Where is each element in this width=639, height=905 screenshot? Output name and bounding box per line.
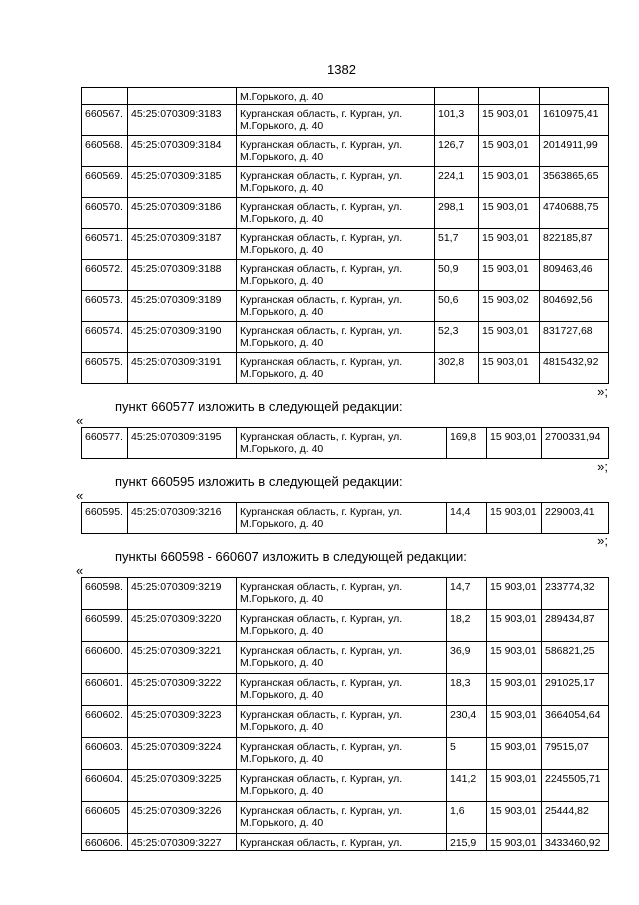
item-number-cell [82,88,128,105]
item-number-cell: 660606. [82,834,128,851]
property-table-4 [81,577,609,851]
area-cell: 215,9 [447,834,487,851]
cadastral-value-cell: 2014911,99 [540,136,609,167]
cadastral-number-cell: 45:25:070309:3195 [128,428,237,459]
table-row [82,738,609,770]
item-number-cell: 660605 [82,802,128,834]
unit-value-cell: 15 903,01 [487,642,542,674]
cadastral-value-cell: 831727,68 [540,322,609,353]
address-cell: Курганская область, г. Курган, ул. М.Горького, д. 40 [237,353,435,384]
table-row [82,642,609,674]
opening-quote: « [76,563,84,578]
table-row [82,802,609,834]
area-cell: 51,7 [435,229,479,260]
item-number-cell: 660603. [82,738,128,770]
cadastral-value-cell: 79515,07 [542,738,609,770]
opening-quote: « [76,413,84,428]
area-cell [435,88,479,105]
area-cell: 230,4 [447,706,487,738]
item-number-cell: 660573. [82,291,128,322]
cadastral-value-cell [540,88,609,105]
table-row [82,260,609,291]
address-cell: Курганская область, г. Курган, ул. М.Горького, д. 40 [237,642,447,674]
cadastral-value-cell: 25444,82 [542,802,609,834]
address-cell: Курганская область, г. Курган, ул. М.Горького, д. 40 [237,802,447,834]
item-number-cell: 660601. [82,674,128,706]
unit-value-cell: 15 903,01 [487,578,542,610]
area-cell: 302,8 [435,353,479,384]
area-cell: 52,3 [435,322,479,353]
cadastral-value-cell: 2245505,71 [542,770,609,802]
unit-value-cell: 15 903,01 [487,738,542,770]
area-cell: 1,6 [447,802,487,834]
item-number-cell: 660604. [82,770,128,802]
address-cell: Курганская область, г. Курган, ул. М.Горького, д. 40 [237,136,435,167]
area-cell: 169,8 [447,428,487,459]
table-row [82,198,609,229]
table-row [82,167,609,198]
unit-value-cell: 15 903,01 [479,198,540,229]
address-cell: Курганская область, г. Курган, ул. М.Горького, д. 40 [237,322,435,353]
item-number-cell: 660598. [82,578,128,610]
address-cell: Курганская область, г. Курган, ул. М.Горького, д. 40 [237,578,447,610]
address-cell: Курганская область, г. Курган, ул. М.Горького, д. 40 [237,105,435,136]
item-number-cell: 660568. [82,136,128,167]
address-cell: Курганская область, г. Курган, ул. М.Горького, д. 40 [237,167,435,198]
opening-quote: « [76,488,84,503]
amendment-paragraph: пункты 660598 - 660607 изложить в следующей редакции: [115,549,467,564]
unit-value-cell: 15 903,01 [479,136,540,167]
item-number-cell: 660575. [82,353,128,384]
cadastral-number-cell: 45:25:070309:3223 [128,706,237,738]
table-row [82,105,609,136]
cadastral-value-cell: 4815432,92 [540,353,609,384]
cadastral-number-cell: 45:25:070309:3222 [128,674,237,706]
property-table-1 [81,87,609,384]
cadastral-number-cell: 45:25:070309:3224 [128,738,237,770]
area-cell: 36,9 [447,642,487,674]
table-row [82,428,609,459]
area-cell: 298,1 [435,198,479,229]
unit-value-cell: 15 903,01 [479,105,540,136]
unit-value-cell: 15 903,01 [479,229,540,260]
unit-value-cell: 15 903,02 [479,291,540,322]
cadastral-number-cell: 45:25:070309:3220 [128,610,237,642]
amendment-paragraph: пункт 660595 изложить в следующей редакции: [115,474,403,489]
cadastral-value-cell: 3664054,64 [542,706,609,738]
area-cell: 50,6 [435,291,479,322]
item-number-cell: 660574. [82,322,128,353]
address-cell: Курганская область, г. Курган, ул. М.Горького, д. 40 [237,260,435,291]
cadastral-value-cell: 3433460,92 [542,834,609,851]
cadastral-value-cell: 2700331,94 [542,428,609,459]
cadastral-value-cell: 291025,17 [542,674,609,706]
cadastral-value-cell: 229003,41 [542,503,609,534]
property-table-2 [81,427,609,459]
item-number-cell: 660571. [82,229,128,260]
address-cell: Курганская область, г. Курган, ул. М.Горького, д. 40 [237,198,435,229]
table-row [82,610,609,642]
table-row [82,322,609,353]
cadastral-number-cell: 45:25:070309:3221 [128,642,237,674]
cadastral-value-cell: 809463,46 [540,260,609,291]
unit-value-cell: 15 903,01 [487,610,542,642]
area-cell: 50,9 [435,260,479,291]
cadastral-number-cell: 45:25:070309:3191 [128,353,237,384]
cadastral-value-cell: 804692,56 [540,291,609,322]
item-number-cell: 660569. [82,167,128,198]
cadastral-value-cell: 289434,87 [542,610,609,642]
cadastral-number-cell: 45:25:070309:3219 [128,578,237,610]
table-row [82,353,609,384]
table-row [82,229,609,260]
cadastral-number-cell: 45:25:070309:3183 [128,105,237,136]
closing-quote: »; [597,384,608,399]
cadastral-value-cell: 3563865,65 [540,167,609,198]
table-row [82,503,609,534]
cadastral-number-cell: 45:25:070309:3190 [128,322,237,353]
unit-value-cell: 15 903,01 [479,167,540,198]
unit-value-cell: 15 903,01 [487,674,542,706]
address-cell: Курганская область, г. Курган, ул. М.Горького, д. 40 [237,291,435,322]
address-cell: Курганская область, г. Курган, ул. М.Горького, д. 40 [237,428,447,459]
cadastral-number-cell [128,88,237,105]
item-number-cell: 660602. [82,706,128,738]
unit-value-cell: 15 903,01 [487,770,542,802]
property-table-3 [81,502,609,534]
area-cell: 14,7 [447,578,487,610]
cadastral-number-cell: 45:25:070309:3186 [128,198,237,229]
cadastral-value-cell: 233774,32 [542,578,609,610]
address-cell: Курганская область, г. Курган, ул. [237,834,447,851]
cadastral-number-cell: 45:25:070309:3226 [128,802,237,834]
area-cell: 5 [447,738,487,770]
table-row [82,770,609,802]
cadastral-value-cell: 822185,87 [540,229,609,260]
area-cell: 141,2 [447,770,487,802]
cadastral-value-cell: 586821,25 [542,642,609,674]
cadastral-number-cell: 45:25:070309:3188 [128,260,237,291]
table-row [82,834,609,851]
closing-quote: »; [597,533,608,548]
area-cell: 18,3 [447,674,487,706]
table-row [82,578,609,610]
area-cell: 18,2 [447,610,487,642]
address-cell: Курганская область, г. Курган, ул. М.Горького, д. 40 [237,503,447,534]
address-cell: Курганская область, г. Курган, ул. М.Горького, д. 40 [237,738,447,770]
closing-quote: »; [597,459,608,474]
unit-value-cell: 15 903,01 [479,260,540,291]
unit-value-cell: 15 903,01 [487,802,542,834]
unit-value-cell: 15 903,01 [487,428,542,459]
table-row [82,674,609,706]
cadastral-number-cell: 45:25:070309:3216 [128,503,237,534]
item-number-cell: 660595. [82,503,128,534]
unit-value-cell [479,88,540,105]
cadastral-number-cell: 45:25:070309:3189 [128,291,237,322]
item-number-cell: 660577. [82,428,128,459]
area-cell: 14,4 [447,503,487,534]
area-cell: 224,1 [435,167,479,198]
page-number: 1382 [327,62,356,77]
cadastral-number-cell: 45:25:070309:3185 [128,167,237,198]
item-number-cell: 660599. [82,610,128,642]
unit-value-cell: 15 903,01 [487,834,542,851]
unit-value-cell: 15 903,01 [487,706,542,738]
cadastral-number-cell: 45:25:070309:3187 [128,229,237,260]
table-row [82,291,609,322]
unit-value-cell: 15 903,01 [479,322,540,353]
table-row [82,706,609,738]
table-row [82,136,609,167]
table-row [82,88,609,105]
item-number-cell: 660570. [82,198,128,229]
address-cell: Курганская область, г. Курган, ул. М.Горького, д. 40 [237,674,447,706]
cadastral-value-cell: 4740688,75 [540,198,609,229]
item-number-cell: 660567. [82,105,128,136]
address-cell: Курганская область, г. Курган, ул. М.Горького, д. 40 [237,770,447,802]
cadastral-number-cell: 45:25:070309:3225 [128,770,237,802]
address-cell: М.Горького, д. 40 [237,88,435,105]
unit-value-cell: 15 903,01 [479,353,540,384]
area-cell: 126,7 [435,136,479,167]
cadastral-number-cell: 45:25:070309:3227 [128,834,237,851]
unit-value-cell: 15 903,01 [487,503,542,534]
cadastral-number-cell: 45:25:070309:3184 [128,136,237,167]
area-cell: 101,3 [435,105,479,136]
item-number-cell: 660600. [82,642,128,674]
amendment-paragraph: пункт 660577 изложить в следующей редакции: [115,399,403,414]
cadastral-value-cell: 1610975,41 [540,105,609,136]
address-cell: Курганская область, г. Курган, ул. М.Горького, д. 40 [237,610,447,642]
item-number-cell: 660572. [82,260,128,291]
address-cell: Курганская область, г. Курган, ул. М.Горького, д. 40 [237,706,447,738]
address-cell: Курганская область, г. Курган, ул. М.Горького, д. 40 [237,229,435,260]
